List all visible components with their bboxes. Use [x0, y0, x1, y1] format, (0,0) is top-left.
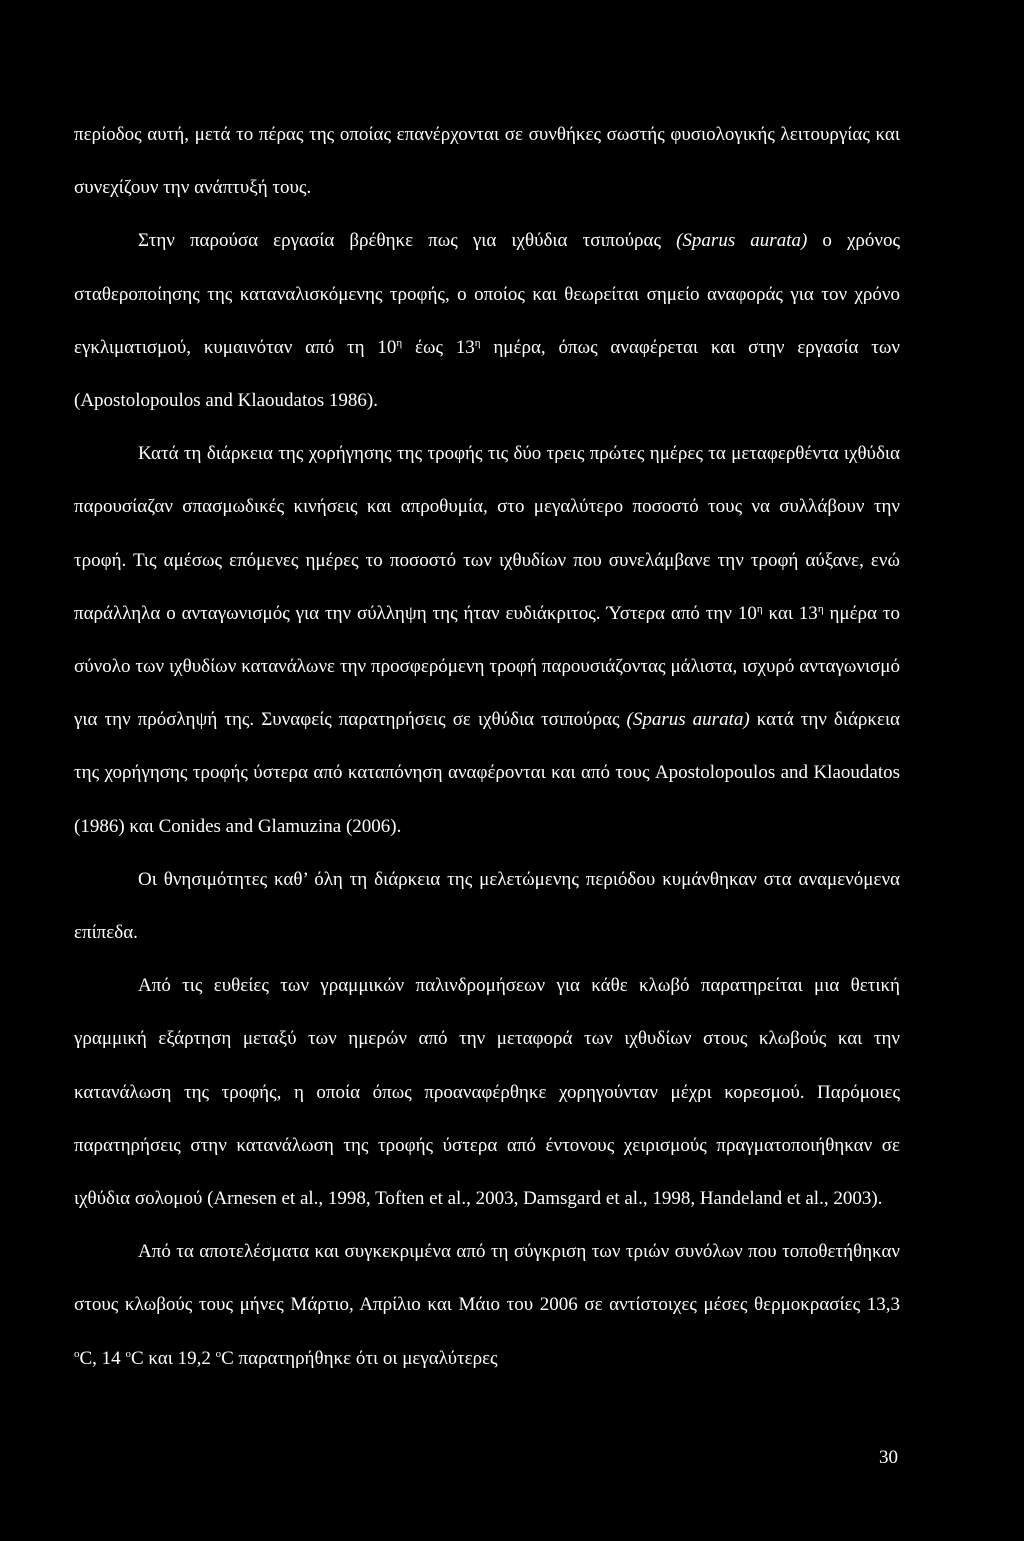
italic-text-run: (Sparus aurata) — [626, 709, 750, 731]
text-run: και 13 — [762, 602, 818, 624]
text-run: Στην παρούσα εργασία βρέθηκε πως για ιχθύδια τσιπούρας — [138, 230, 677, 252]
italic-text-run: (Sparus aurata) — [676, 230, 808, 252]
text-run: κατά την διάρκεια της χορήγησης τροφής ύστερα από καταπόνηση αναφέρονται και από τους Apostolopoulos and Klaoudatos (1986) και Conides and Glamuzina (2006). — [74, 709, 901, 837]
paragraph — [74, 853, 900, 959]
superscript: η — [756, 602, 763, 615]
page-number: 30 — [879, 1447, 898, 1468]
text-run: Κατά τη διάρκεια της χορήγησης της τροφής τις δύο τρεις πρώτες ημέρες τα μεταφερθέντα ιχθύδια παρουσίαζαν σπασμωδικές κινήσεις και απροθυμία, στο μεγαλύτερο ποσοστό τους να συλλάβουν την τροφή. Τις αμέσως επόμενες ημέρες το ποσοστό των ιχθυδίων που συνελάμβανε την τροφή αύξανε, ενώ παράλληλα ο ανταγωνισμός για την σύλληψη της ήταν ευδιάκριτος. Ύστερα από την 10 — [74, 443, 900, 624]
superscript: η — [817, 602, 824, 615]
text-run: Οι θνησιμότητες καθ’ όλη τη διάρκεια της μελετώμενης περιόδου κυμάνθηκαν στα αναμενόμενα επίπεδα. — [74, 868, 900, 944]
text-run: Από τις ευθείες των γραμμικών παλινδρομήσεων για κάθε κλωβό παρατηρείται μια θετική γραμμική εξάρτηση μεταξύ των ημερών από την μεταφορά των ιχθυδίων στους κλωβούς και την κατανάλωση της τροφής, η οποία όπως προαναφέρθηκε χορηγούνταν μέχρι κορεσμού. Παρόμοιες παρατηρήσεις στην κατανάλωση της τροφής ύστερα από έντονους χειρισμούς πραγματοποιήθηκαν σε ιχθύδια σολομού (Arnesen et al., 1998, Toften et al., 2003, Damsgard et al., 1998, Handeland et al., 2003). — [74, 975, 900, 1210]
paragraph — [74, 959, 900, 1225]
text-run: C παρατηρήθηκε ότι οι μεγαλύτερες — [221, 1347, 498, 1369]
text-run: C και 19,2 — [130, 1347, 216, 1369]
text-run: ημέρα, όπως αναφέρεται και στην εργασία των (Apostolopoulos and Klaoudatos 1986). — [74, 336, 900, 412]
text-run: ο χρόνος σταθεροποίησης της καταναλισκόμενης τροφής, ο οποίος και θεωρείται σημείο αναφοράς για τον χρόνο εγκλιματισμού, κυμαινόταν από τη 10 — [74, 230, 901, 358]
text-run: Από τα αποτελέσματα και συγκεκριμένα από τη σύγκριση των τριών συνόλων που τοποθετήθηκαν στους κλωβούς τους μήνες Μάρτιο, Απρίλιο και Μάιο του 2006 σε αντίστοιχες μέσες θερμοκρασίες 13,3 — [74, 1241, 900, 1316]
paragraph — [74, 1225, 900, 1385]
paragraph — [74, 214, 900, 427]
superscript: η — [396, 336, 403, 349]
superscript: o — [125, 1347, 131, 1360]
text-run: C, 14 — [79, 1347, 126, 1369]
text-run: ημέρα το σύνολο των ιχθυδίων κατανάλωνε την προσφερόμενη τροφή παρουσιάζοντας μάλιστα, ισχυρό ανταγωνισμό για την πρόσληψή της. Συναφείς παρατηρήσεις σε ιχθύδια τσιπούρας — [74, 602, 900, 731]
superscript: o — [215, 1347, 222, 1360]
paragraph — [74, 427, 900, 853]
text-run: έως 13 — [402, 336, 475, 358]
text-run: περίοδος αυτή, μετά το πέρας της οποίας επανέρχονται σε συνθήκες σωστής φυσιολογικής λειτουργίας και συνεχίζουν την ανάπτυξή τους. — [74, 124, 900, 199]
paragraph — [74, 108, 900, 214]
body-text — [74, 108, 900, 1385]
superscript: o — [74, 1347, 80, 1360]
superscript: η — [474, 336, 481, 349]
